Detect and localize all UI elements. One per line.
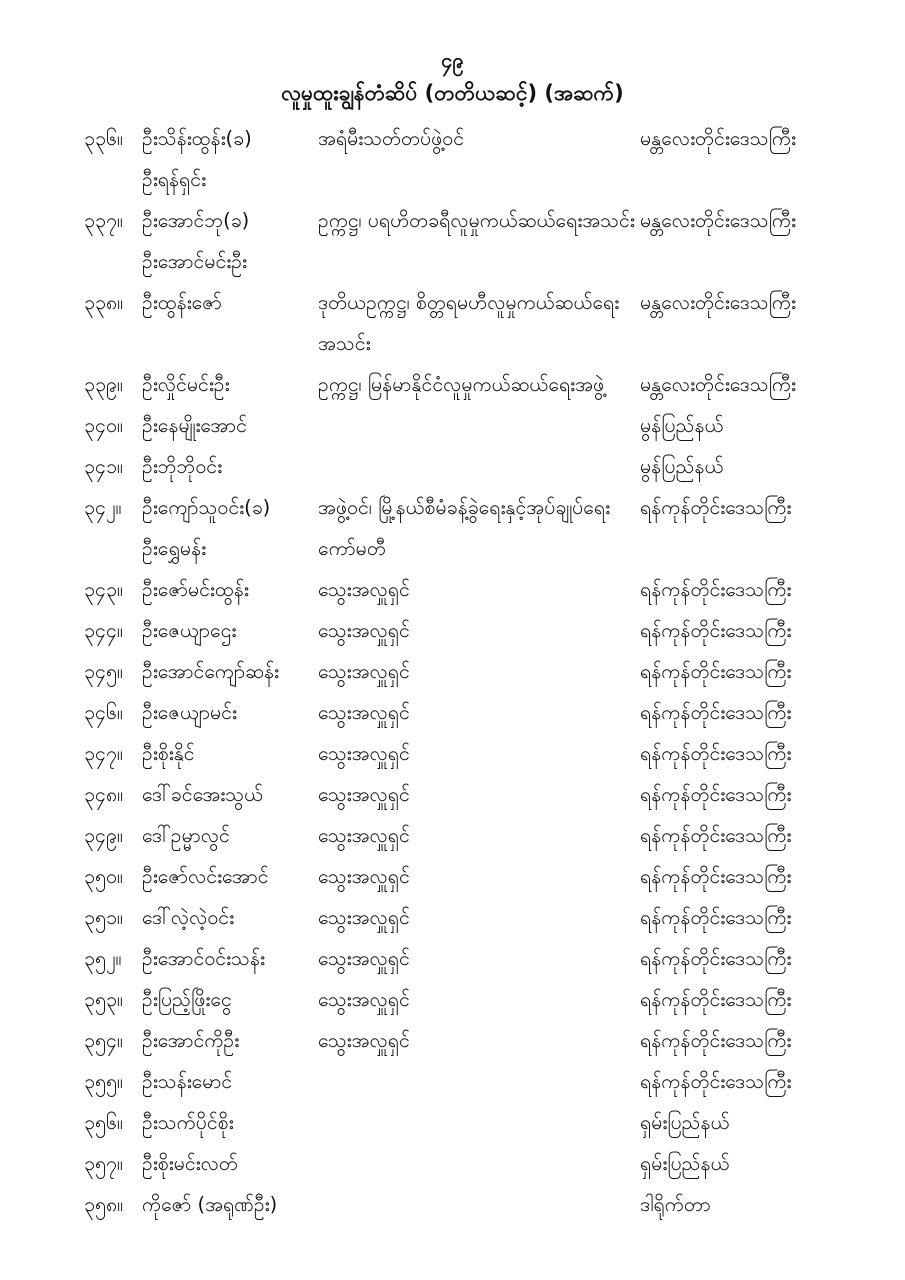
entry-name: ဒေါ်ဥမ္မာလွင် <box>142 824 230 847</box>
entry-region: မန္တလေးတိုင်းဒေသကြီး <box>640 291 796 314</box>
entry-region: ရန်ကုန်တိုင်းဒေသကြီး <box>640 660 792 683</box>
entry-number: ၃၄၅။ <box>84 660 123 683</box>
entry-name: ကိုဇော် (အရုဏ်ဦး) <box>142 1193 278 1216</box>
entry-number: ၃၄၂။ <box>84 496 122 519</box>
entry-name: ဦးကျော်သူဝင်း(ခ) ဦးရွှေမန်း <box>142 487 318 569</box>
entry-number: ၃၃၇။ <box>84 209 123 232</box>
table-row <box>84 1061 863 1102</box>
entry-region: ရန်ကုန်တိုင်းဒေသကြီး <box>640 824 792 847</box>
entry-number: ၃၄၁။ <box>84 455 123 478</box>
entry-role: အဖွဲ့ဝင်၊ မြို့နယ်စီမံခန့်ခွဲရေးနှင့်အုပ်ချုပ်ရေး ကော်မတီ <box>318 487 640 569</box>
entry-number: ၃၅၁။ <box>84 906 123 929</box>
entry-region: ရန်ကုန်တိုင်းဒေသကြီး <box>640 578 792 601</box>
entry-role2: ကော်မတီ <box>318 537 386 560</box>
entry-name: ဦးသိန်းထွန်း(ခ) ဦးရန်ရှင်း <box>142 118 318 200</box>
entry-name: ဦးဇော်လင်းအောင် <box>142 865 269 888</box>
table-row <box>84 733 863 774</box>
entry-name: ဦးစိုးမင်းလတ် <box>142 1152 238 1175</box>
page-title: လူမှုထူးချွန်တံဆိပ် (တတိယဆင့်) (အဆက်) <box>281 81 624 105</box>
entry-number: ၃၅၂။ <box>84 947 122 970</box>
table-row <box>84 446 863 487</box>
table-row <box>84 1020 863 1061</box>
table-row <box>84 405 863 446</box>
entry-number: ၃၅၈။ <box>84 1193 123 1216</box>
entry-region: ရန်ကုန်တိုင်းဒေသကြီး <box>640 988 792 1011</box>
table-row <box>84 774 863 815</box>
entry-name: ဦးဇေယျာမင်း <box>142 701 237 724</box>
entry-role: ဥက္ကဋ္ဌ၊ ပရဟိတခရီလူမှုကယ်ဆယ်ရေးအသင်း <box>318 209 635 232</box>
entry-region: ရန်ကုန်တိုင်းဒေသကြီး <box>640 619 792 642</box>
entry-region: မွန်ပြည်နယ် <box>640 414 724 437</box>
entry-region: ရန်ကုန်တိုင်းဒေသကြီး <box>640 947 792 970</box>
entry-role: သွေးအလှူရှင် <box>318 865 410 888</box>
entry-region: ရန်ကုန်တိုင်းဒေသကြီး <box>640 701 792 724</box>
entry-role: သွေးအလှူရှင် <box>318 1029 410 1052</box>
entry-region: ရန်ကုန်တိုင်းဒေသကြီး <box>640 742 792 765</box>
entry-region: ရန်ကုန်တိုင်းဒေသကြီး <box>640 865 792 888</box>
entry-number: ၃၃၉။ <box>84 373 123 396</box>
page-number: ၄၉ <box>441 48 464 72</box>
entry-name: ဦးသန်းမောင် <box>142 1070 233 1093</box>
table-row <box>84 979 863 1020</box>
table-row <box>84 692 863 733</box>
entry-name: ဒေါ်လဲ့လဲ့ဝင်း <box>142 906 235 929</box>
entry-number: ၃၄၄။ <box>84 619 123 642</box>
entry-name: ဦးဇော်မင်းထွန်း <box>142 578 249 601</box>
entry-name2: ဦးရန်ရှင်း <box>142 168 207 191</box>
entry-number: ၃၃၈။ <box>84 291 123 314</box>
entry-role: သွေးအလှူရှင် <box>318 701 410 724</box>
entry-region: မန္တလေးတိုင်းဒေသကြီး <box>640 209 796 232</box>
table-row <box>84 1143 863 1184</box>
entry-number: ၃၅၇။ <box>84 1152 123 1175</box>
entry-role: သွေးအလှူရှင် <box>318 906 410 929</box>
table-row <box>84 282 863 364</box>
entry-number: ၃၅၆။ <box>84 1111 123 1134</box>
entry-number: ၃၄၈။ <box>84 783 123 806</box>
entry-name: ဦးအောင်ကျော်ဆန်း <box>142 660 279 683</box>
entry-number: ၃၄၆။ <box>84 701 123 724</box>
table-row <box>84 651 863 692</box>
entry-name: ဦးအောင်ဘု(ခ) ဦးအောင်မင်းဦး <box>142 200 318 282</box>
entry-number: ၃၄၉။ <box>84 824 123 847</box>
entry-region: မွန်ပြည်နယ် <box>640 455 724 478</box>
entry-role: ဒုတိယဥက္ကဋ္ဌ၊ စိတ္တရမဟီလူမှုကယ်ဆယ်ရေး အသင်း <box>318 282 640 364</box>
entry-region: မန္တလေးတိုင်းဒေသကြီး <box>640 127 796 150</box>
entry-region: မန္တလေးတိုင်းဒေသကြီး <box>640 373 796 396</box>
entry-name: ဦးအောင်ကိုဦး <box>142 1029 240 1052</box>
entry-name: ဦးသက်ပိုင်စိုး <box>142 1111 234 1134</box>
entry-region: ရန်ကုန်တိုင်းဒေသကြီး <box>640 906 792 929</box>
table-row <box>84 1184 863 1225</box>
table-row <box>84 938 863 979</box>
entry-region: ဒါရိုက်တာ <box>640 1193 711 1216</box>
entry-name: ဦးထွန်းဇော် <box>142 291 222 314</box>
entry-name: ဦးစိုးနိုင် <box>142 742 195 765</box>
entry-region: ရန်ကုန်တိုင်းဒေသကြီး <box>640 783 792 806</box>
entry-number: ၃၄၃။ <box>84 578 123 601</box>
entry-name: ဒေါ်ခင်အေးသွယ် <box>142 783 264 806</box>
entry-name: ဦးပြည့်ဖြိုးငွေ <box>142 988 232 1011</box>
entry-role: အရံမီးသတ်တပ်ဖွဲ့ဝင် <box>318 127 465 150</box>
entry-name: ဦးနေမျိုးအောင် <box>142 414 247 437</box>
entry-region: ရန်ကုန်တိုင်းဒေသကြီး <box>640 1029 792 1052</box>
entry-number: ၃၅၀။ <box>84 865 123 888</box>
entry-name: ဦးဘိုဘိုဝင်း <box>142 455 223 478</box>
entry-region: ရှမ်းပြည်နယ် <box>640 1152 730 1175</box>
entry-number: ၃၃၆။ <box>84 127 123 150</box>
entry-role: သွေးအလှူရှင် <box>318 783 410 806</box>
table-row <box>84 815 863 856</box>
table-row <box>84 118 863 200</box>
entry-number: ၃၄၀။ <box>84 414 123 437</box>
entry-name: ဦးအောင်ဝင်းသန်း <box>142 947 265 970</box>
entry-number: ၃၄၇။ <box>84 742 123 765</box>
entry-role2: အသင်း <box>318 332 371 355</box>
entry-region: ရှမ်းပြည်နယ် <box>640 1111 730 1134</box>
entry-name: ဦးလှိုင်မင်းဦး <box>142 373 230 396</box>
table-row <box>84 487 863 569</box>
table-row <box>84 610 863 651</box>
entry-region: ရန်ကုန်တိုင်းဒေသကြီး <box>640 1070 792 1093</box>
entry-name: ဦးဇေယျာဌေး <box>142 619 237 642</box>
entry-role: သွေးအလှူရှင် <box>318 619 410 642</box>
table-row <box>84 1102 863 1143</box>
entry-number: ၃၅၄။ <box>84 1029 123 1052</box>
entry-role: သွေးအလှူရှင် <box>318 947 410 970</box>
table-row <box>84 569 863 610</box>
entry-role: ဥက္ကဋ္ဌ၊ မြန်မာနိုင်ငံလူမှုကယ်ဆယ်ရေးအဖွဲ့ <box>318 373 605 396</box>
entry-name2: ဦးအောင်မင်းဦး <box>142 250 248 273</box>
table-row <box>84 856 863 897</box>
entry-number: ၃၅၅။ <box>84 1070 123 1093</box>
entry-role: သွေးအလှူရှင် <box>318 824 410 847</box>
entry-role: သွေးအလှူရှင် <box>318 660 410 683</box>
table-row <box>84 200 863 282</box>
entry-role: သွေးအလှူရှင် <box>318 578 410 601</box>
entry-region: ရန်ကုန်တိုင်းဒေသကြီး <box>640 496 792 519</box>
entry-role: သွေးအလှူရှင် <box>318 742 410 765</box>
entry-number: ၃၅၃။ <box>84 988 123 1011</box>
table-row <box>84 364 863 405</box>
table-row <box>84 897 863 938</box>
entry-name2: ဦးရွှေမန်း <box>142 537 207 560</box>
entries-list <box>0 118 905 1225</box>
entry-role: သွေးအလှူရှင် <box>318 988 410 1011</box>
